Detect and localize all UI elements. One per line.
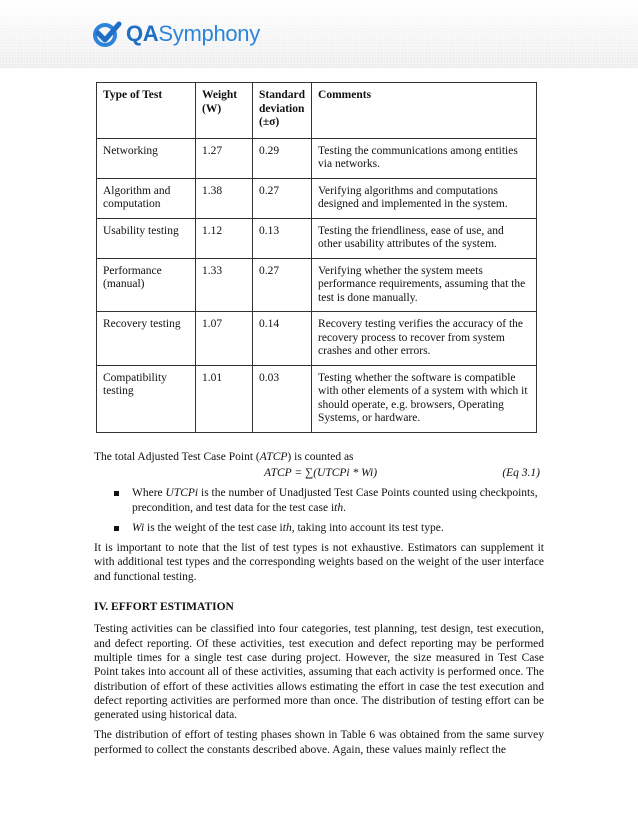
logo-brand-b: Symphony	[158, 21, 260, 46]
equation: ATCP = ∑(UTCPi * Wi)	[264, 467, 378, 480]
cell-weight: 1.12	[196, 218, 253, 258]
equation-number: (Eq 3.1)	[502, 467, 540, 480]
header-type-of-test: Type of Test	[97, 83, 196, 139]
logo-brand-a: QA	[126, 21, 159, 46]
bullet2-text-b: is the weight of the test case i	[144, 521, 283, 534]
cell-sd: 0.27	[253, 178, 312, 218]
cell-type: Performance (manual)	[97, 258, 196, 312]
bullet-square-icon	[114, 526, 119, 531]
section-heading: IV. EFFORT ESTIMATION	[94, 601, 234, 614]
atcp-term: ATCP	[259, 451, 288, 463]
atcp-intro	[94, 450, 544, 464]
header-weight: Weight (W)	[196, 83, 253, 139]
cell-sd: 0.03	[253, 365, 312, 432]
paragraph-distribution: The distribution of effort of testing phases shown in Table 6 was obtained from the same survey performed to collect the constants described above. Again, these values mainly reflect the	[94, 729, 544, 756]
check-logo-icon	[92, 19, 122, 49]
bullet-weight	[94, 521, 544, 535]
table-row	[97, 218, 537, 258]
cell-type: Algorithm and computation	[97, 178, 196, 218]
table-row	[97, 365, 537, 432]
header-standard-deviation: Standard deviation (±σ)	[253, 83, 312, 139]
cell-weight: 1.01	[196, 365, 253, 432]
cell-sd: 0.29	[253, 138, 312, 178]
test-type-weight-table	[96, 82, 537, 433]
bullet2-wi-term: Wi	[132, 521, 145, 534]
bullet1-utcp-term: UTCPi	[165, 487, 199, 500]
cell-weight: 1.33	[196, 258, 253, 312]
bullet-utcp	[94, 486, 544, 515]
header-comments: Comments	[312, 83, 537, 139]
cell-weight: 1.38	[196, 178, 253, 218]
cell-comment: Testing whether the software is compatible with other elements of a system with which it should operate, e.g. browsers, Operating Systems, or hardware.	[312, 365, 537, 432]
equation-row	[94, 466, 544, 482]
table-header-row	[97, 83, 537, 139]
cell-sd: 0.27	[253, 258, 312, 312]
qasymphony-logo	[92, 14, 260, 54]
paragraph-test-types: It is important to note that the list of test types is not exhaustive. Estimators can supplement it with additional test types and the corresponding weights based on the weight of the user interface and functional testing.	[94, 542, 544, 583]
cell-weight: 1.27	[196, 138, 253, 178]
atcp-intro-text: The total Adjusted Test Case Point (	[94, 451, 260, 463]
cell-comment: Recovery testing verifies the accuracy of the recovery process to recover from system crashes and other errors.	[312, 312, 537, 366]
cell-comment: Verifying whether the system meets performance requirements, assuming that the test is done manually.	[312, 258, 537, 312]
bullet2-text-d: , taking into account its test type.	[291, 521, 444, 534]
paragraph-testing-activities: Testing activities can be classified into four categories, test planning, test design, test execution, and defect reporting. Of these activities, test execution and defect reporting may be performed multiple times for a single test case during project. However, the size measured in Test Case Point takes into account all of these activities, assuming that each activity is performed once. The distribution of effort of these activities allows estimating the effort in case the test execution and defect reporting activities are performed more than once. The distribution of testing effort can be generated using historical data.	[94, 623, 544, 722]
cell-comment: Verifying algorithms and computations designed and implemented in the system.	[312, 178, 537, 218]
cell-type: Compatibility testing	[97, 365, 196, 432]
cell-comment: Testing the friendliness, ease of use, and other usability attributes of the system.	[312, 218, 537, 258]
body-text	[94, 450, 544, 757]
bullet1-th: th	[334, 501, 344, 514]
bullet1-text-a: Where	[132, 487, 166, 500]
cell-comment: Testing the communications among entities via networks.	[312, 138, 537, 178]
bullet1-text-e: .	[343, 501, 346, 514]
table-row	[97, 258, 537, 312]
cell-sd: 0.13	[253, 218, 312, 258]
logo-wordmark	[126, 21, 260, 47]
table-row	[97, 312, 537, 366]
table-row	[97, 178, 537, 218]
cell-type: Usability testing	[97, 218, 196, 258]
bullet2-th: th	[282, 521, 292, 534]
cell-type: Recovery testing	[97, 312, 196, 366]
cell-sd: 0.14	[253, 312, 312, 366]
bullet-square-icon	[114, 491, 119, 496]
cell-type: Networking	[97, 138, 196, 178]
table-row	[97, 138, 537, 178]
cell-weight: 1.07	[196, 312, 253, 366]
bullet1-text-c: is the number of Unadjusted Test Case Points counted using checkpoints, precondition, and test data for the test case i	[132, 487, 538, 514]
atcp-intro-text-end: ) is counted as	[287, 451, 354, 463]
